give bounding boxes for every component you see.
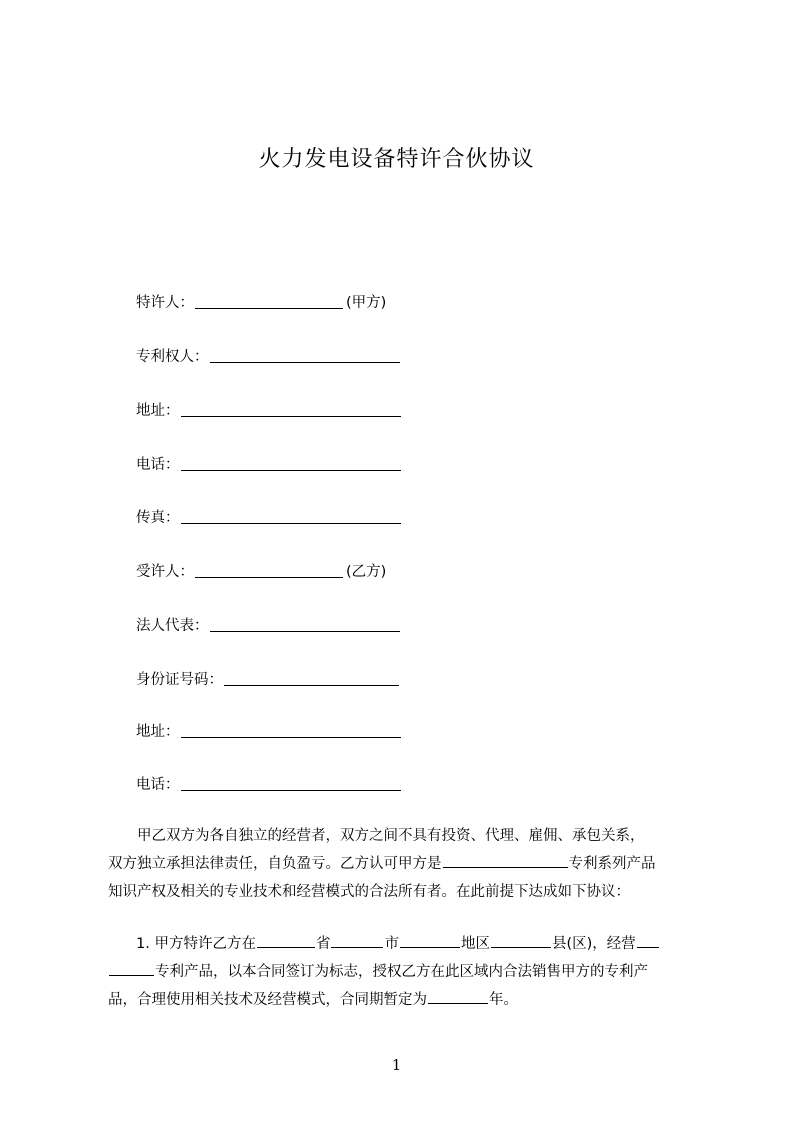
clause1-region: 地区	[460, 936, 490, 952]
page-number: 1	[391, 1056, 402, 1074]
phone1-blank[interactable]	[181, 454, 401, 471]
province-blank[interactable]	[257, 933, 315, 948]
fax-label: 传真：	[136, 510, 180, 526]
intro-line-2	[108, 852, 656, 873]
fax-field	[136, 505, 402, 527]
phone2-blank[interactable]	[181, 774, 401, 791]
clause1-line2-text: 专利产品，以本合同签订为标志，授权乙方在此区域内合法销售甲方的专利产	[155, 964, 648, 980]
intro-line-2a: 双方独立承担法律责任，自负盈亏。乙方认可甲方是	[108, 856, 442, 872]
patentee-label: 专利权人：	[136, 349, 209, 365]
licensee-blank[interactable]	[195, 561, 343, 578]
licensor-label: 特许人：	[136, 295, 194, 311]
clause1-line-3	[108, 988, 518, 1009]
business-blank-start[interactable]	[637, 933, 659, 948]
address1-field	[136, 398, 402, 420]
licensee-suffix: (乙方)	[346, 564, 387, 580]
intro-line-3: 知识产权及相关的专业技术和经营模式的合法所有者。在此前提下达成如下协议：	[108, 884, 630, 900]
licensee-label: 受许人：	[136, 564, 194, 580]
address2-label: 地址：	[136, 724, 180, 740]
product-name-blank[interactable]	[443, 853, 568, 868]
id-number-label: 身份证号码：	[136, 672, 223, 688]
licensor-field	[136, 290, 386, 312]
clause1-line3b: 年。	[489, 992, 518, 1008]
id-number-field	[136, 667, 400, 689]
intro-line-2b: 专利系列产品	[568, 856, 656, 872]
clause1-line3a: 品，合理使用相关技术及经营模式，合同期暂定为	[108, 992, 427, 1008]
legal-rep-blank[interactable]	[210, 615, 400, 632]
licensor-blank[interactable]	[195, 292, 343, 309]
phone2-field	[136, 772, 402, 794]
fax-blank[interactable]	[181, 507, 401, 524]
legal-rep-label: 法人代表：	[136, 618, 209, 634]
business-blank-end[interactable]	[109, 961, 154, 976]
clause1-line-1	[136, 932, 660, 953]
patentee-field	[136, 344, 401, 366]
document-title: 火力发电设备特许合伙协议	[258, 147, 535, 172]
address1-label: 地址：	[136, 403, 180, 419]
address2-blank[interactable]	[181, 721, 401, 738]
clause1-prefix: 1. 甲方特许乙方在	[136, 936, 256, 952]
phone1-field	[136, 452, 402, 474]
clause1-county: 县(区)，经营	[551, 936, 636, 952]
region-blank[interactable]	[400, 933, 460, 948]
intro-line-1: 甲乙双方为各自独立的经营者，双方之间不具有投资、代理、雇佣、承包关系，	[137, 828, 645, 844]
licensee-field	[136, 559, 386, 581]
phone1-label: 电话：	[136, 457, 180, 473]
clause1-line-2	[108, 960, 648, 981]
phone2-label: 电话：	[136, 777, 180, 793]
licensor-suffix: (甲方)	[346, 295, 387, 311]
legal-rep-field	[136, 613, 401, 635]
clause1-province: 省	[315, 936, 331, 952]
city-blank[interactable]	[331, 933, 383, 948]
address2-field	[136, 719, 402, 741]
address1-blank[interactable]	[181, 400, 401, 417]
clause1-city: 市	[384, 936, 399, 952]
patentee-blank[interactable]	[210, 346, 400, 363]
id-number-blank[interactable]	[224, 669, 399, 686]
term-years-blank[interactable]	[428, 989, 488, 1004]
county-blank[interactable]	[491, 933, 551, 948]
